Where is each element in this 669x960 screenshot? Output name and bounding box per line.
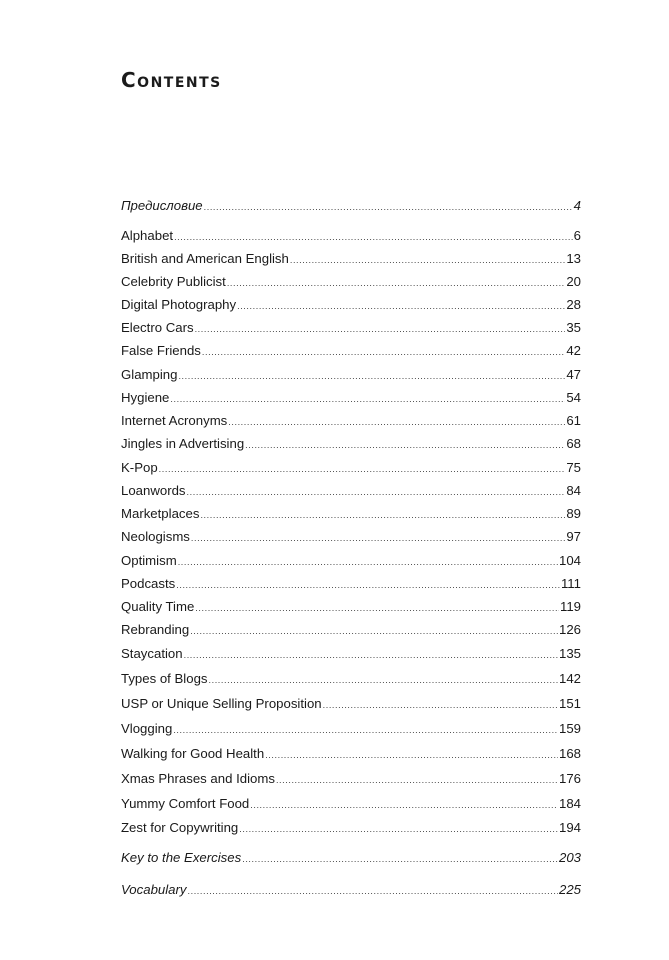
- toc-entry: [121, 411, 581, 431]
- dot-leader: [245, 435, 565, 455]
- dot-leader: [173, 720, 558, 740]
- dot-leader: [202, 342, 565, 362]
- toc-entry-title: Rebranding: [121, 622, 190, 637]
- toc-entry-title: K-Pop: [121, 460, 158, 475]
- toc-entry: [121, 272, 581, 292]
- toc-entry-page-number: 4: [573, 198, 581, 213]
- toc-entry-title: Vlogging: [121, 721, 173, 736]
- toc-entry-page-number: 68: [566, 436, 581, 451]
- toc-entry: [121, 818, 581, 838]
- toc-entry-title: Yummy Comfort Food: [121, 796, 250, 811]
- dot-leader: [237, 296, 565, 316]
- toc-entry-title: Staycation: [121, 646, 183, 661]
- toc-entry: [121, 434, 581, 454]
- toc-entry: [121, 365, 581, 385]
- toc-entry-page-number: 35: [566, 320, 581, 335]
- dot-leader: [209, 670, 558, 690]
- toc-entry-page-number: 47: [566, 367, 581, 382]
- toc-entry-title: Quality Time: [121, 599, 195, 614]
- dot-leader: [178, 366, 565, 386]
- toc-entry-title: Types of Blogs: [121, 671, 208, 686]
- dot-leader: [290, 250, 565, 270]
- dot-leader: [187, 482, 566, 502]
- toc-entry-page-number: 61: [566, 413, 581, 428]
- toc-entry-title: Vocabulary: [121, 882, 187, 897]
- toc-entry-page-number: 84: [566, 483, 581, 498]
- toc-entry: [121, 388, 581, 408]
- toc-entry-title: Walking for Good Health: [121, 746, 265, 761]
- dot-leader: [200, 505, 565, 525]
- toc-entry-page-number: 42: [566, 343, 581, 358]
- toc-entry: [121, 644, 581, 664]
- toc-entry-title: Zest for Copywriting: [121, 820, 239, 835]
- dot-leader: [195, 598, 559, 618]
- toc-entry-page-number: 104: [558, 553, 581, 568]
- dot-leader: [265, 745, 558, 765]
- toc-entry-title: Marketplaces: [121, 506, 200, 521]
- toc-entry: [121, 481, 581, 501]
- toc-entry-page-number: 6: [573, 228, 581, 243]
- dot-leader: [276, 770, 558, 790]
- toc-entry-page-number: 54: [566, 390, 581, 405]
- toc-entry: [121, 527, 581, 547]
- toc-entry-title: Предисловие: [121, 198, 203, 213]
- dot-leader: [178, 552, 558, 572]
- dot-leader: [174, 227, 573, 247]
- toc-entry-title: Loanwords: [121, 483, 186, 498]
- toc-entry-title: Glamping: [121, 367, 178, 382]
- dot-leader: [176, 575, 560, 595]
- toc-entry: [121, 620, 581, 640]
- toc-entry: [121, 196, 581, 216]
- dot-leader: [195, 319, 566, 339]
- toc-entry-page-number: 28: [566, 297, 581, 312]
- toc-entry-title: Podcasts: [121, 576, 176, 591]
- toc-entry: [121, 719, 581, 739]
- toc-entry-title: False Friends: [121, 343, 201, 358]
- toc-entry: [121, 848, 581, 868]
- toc-entry: [121, 249, 581, 269]
- toc-entry-page-number: 194: [558, 820, 581, 835]
- toc-entry-page-number: 20: [566, 274, 581, 289]
- toc-entry-page-number: 135: [558, 646, 581, 661]
- toc-entry: [121, 769, 581, 789]
- toc-entry-page-number: 111: [560, 576, 581, 591]
- toc-entry-page-number: 225: [558, 882, 581, 897]
- toc-entry-title: Optimism: [121, 553, 177, 568]
- toc-entry-title: Key to the Exercises: [121, 850, 242, 865]
- toc-entry-page-number: 151: [558, 696, 581, 711]
- dot-leader: [227, 273, 566, 293]
- toc-entry-title: Hygiene: [121, 390, 170, 405]
- dot-leader: [190, 621, 558, 641]
- toc-entry: [121, 458, 581, 478]
- toc-entry-title: Jingles in Advertising: [121, 436, 245, 451]
- dot-leader: [170, 389, 565, 409]
- toc-entry: [121, 341, 581, 361]
- toc-entry-page-number: 142: [558, 671, 581, 686]
- toc-entry: [121, 880, 581, 900]
- toc-entry: [121, 669, 581, 689]
- toc-entry-page-number: 176: [558, 771, 581, 786]
- dot-leader: [242, 849, 558, 869]
- toc-entry: [121, 295, 581, 315]
- toc-entry-title: Celebrity Publicist: [121, 274, 226, 289]
- toc-entry-page-number: 13: [566, 251, 581, 266]
- toc-entry-title: Xmas Phrases and Idioms: [121, 771, 275, 786]
- toc-entry-title: Internet Acronyms: [121, 413, 228, 428]
- toc-entry-title: Electro Cars: [121, 320, 194, 335]
- dot-leader: [323, 695, 558, 715]
- dot-leader: [228, 412, 565, 432]
- toc-entry: [121, 318, 581, 338]
- toc-entry-title: Neologisms: [121, 529, 190, 544]
- toc-entry-page-number: 89: [566, 506, 581, 521]
- toc-entry: [121, 744, 581, 764]
- toc-entry: [121, 794, 581, 814]
- dot-leader: [184, 645, 558, 665]
- toc-entry: [121, 694, 581, 714]
- dot-leader: [191, 528, 565, 548]
- dot-leader: [159, 459, 566, 479]
- dot-leader: [239, 819, 558, 839]
- toc-entry-page-number: 184: [558, 796, 581, 811]
- toc-entry: [121, 551, 581, 571]
- toc-entry-page-number: 97: [566, 529, 581, 544]
- page-title: Contents: [121, 68, 222, 92]
- toc-entry-title: Digital Photography: [121, 297, 237, 312]
- toc-entry-page-number: 119: [559, 599, 581, 614]
- toc-entry-page-number: 168: [558, 746, 581, 761]
- toc-entry: [121, 226, 581, 246]
- toc-entry-page-number: 159: [558, 721, 581, 736]
- toc-entry-title: Alphabet: [121, 228, 174, 243]
- toc-entry-page-number: 75: [566, 460, 581, 475]
- dot-leader: [250, 795, 558, 815]
- dot-leader: [188, 881, 558, 901]
- toc-entry: [121, 597, 581, 617]
- toc-entry-page-number: 203: [558, 850, 581, 865]
- toc-entry: [121, 574, 581, 594]
- toc-entry-title: USP or Unique Selling Proposition: [121, 696, 322, 711]
- toc-entry-page-number: 126: [558, 622, 581, 637]
- toc-entry-title: British and American English: [121, 251, 289, 266]
- dot-leader: [204, 197, 573, 217]
- toc-entry: [121, 504, 581, 524]
